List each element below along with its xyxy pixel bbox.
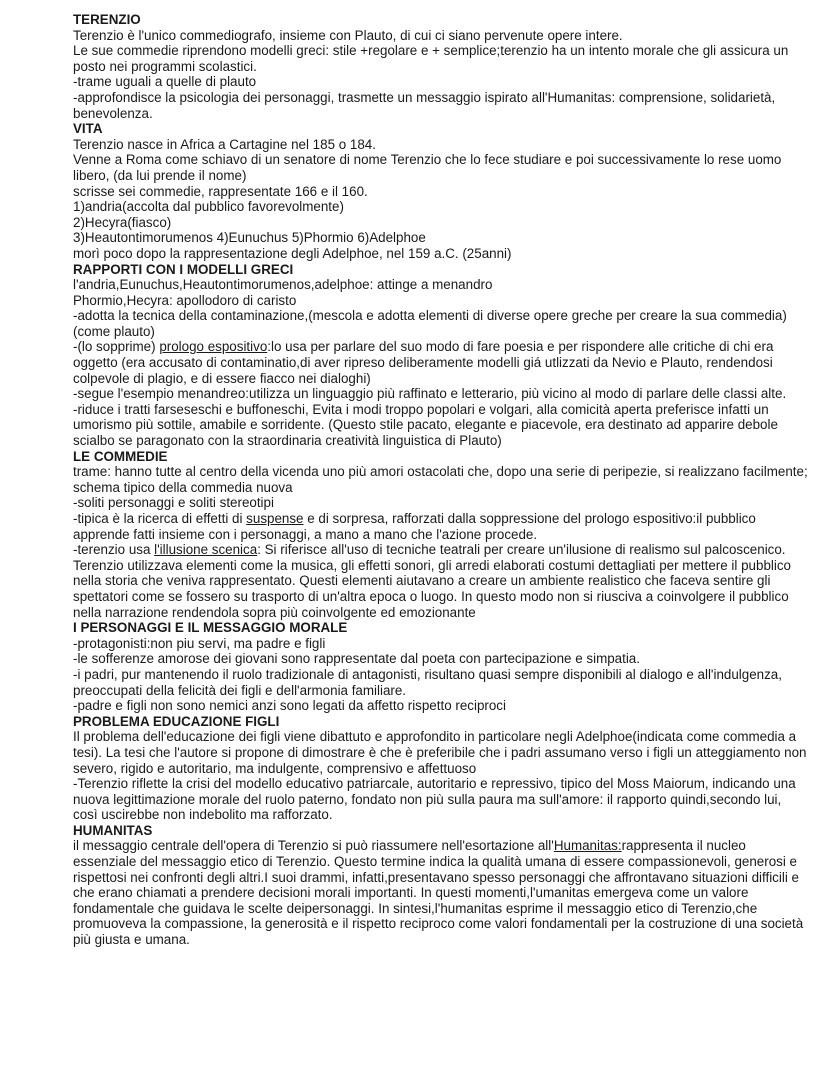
- heading-personaggi: I PERSONAGGI E IL MESSAGGIO MORALE: [73, 620, 348, 636]
- paragraph: -adotta la tecnica della contaminazione,(mescola e adotta elementi di diverse opere greche per creare la sua commedia) (come plauto): [73, 308, 787, 339]
- paragraph: morì poco dopo la rappresentazione degli Adelphoe, nel 159 a.C. (25anni): [73, 245, 512, 261]
- text-run: rappresenta il nucleo essenziale del messaggio etico di Terenzio. Questo termine indica la qualità umana di essere compassionevoli, generosi e rispettosi nei confronti degli altri.I suoi drammi, infatti,presentavano spesso personaggi che affrontavano situazioni difficili e che erano chiamati a prendere decisioni morali importanti. In questi momenti,l'umanitas emergeva come un valore fondamentale che guidava le scelte deipersonaggi. In sintesi,l'humanitas esprime il messaggio etico di Terenzio,che promuoveva la compassione, la generosità e il rispetto reciproco come valori fondamentali per la costruzione di una società più giusta e umana.: [73, 838, 804, 948]
- paragraph: scrisse sei commedie, rappresentate 166 e il 160.: [73, 183, 368, 199]
- paragraph: l'andria,Eunuchus,Heautontimorumenos,adelphoe: attinge a menandro: [73, 277, 493, 293]
- underlined-term: Humanitas:: [553, 838, 622, 854]
- paragraph: [73, 542, 808, 620]
- paragraph: -trame uguali a quelle di plauto: [73, 74, 257, 90]
- underlined-term: l'illusione scenica: [154, 542, 258, 558]
- text-run: -(lo sopprime): [73, 339, 160, 355]
- text-run: e di sorpresa, rafforzati dalla soppressione del prologo espositivo:il pubblico apprende fatti insieme con i personaggi, a mano a mano che l'azione procede.: [73, 511, 756, 542]
- heading-vita: VITA: [73, 121, 103, 137]
- heading-rapporti: RAPPORTI CON I MODELLI GRECI: [73, 261, 294, 277]
- underlined-term: suspense: [246, 511, 304, 526]
- paragraph: Venne a Roma come schiavo di un senatore di nome Terenzio che lo fece studiare e poi successivamente lo rese uomo libero, (da lui prende il nome): [73, 152, 782, 183]
- paragraph: trame: hanno tutte al centro della vicenda uno più amori ostacolati che, dopo una serie di peripezie, si realizzano facilmente; schema tipico della commedia nuova: [73, 464, 808, 495]
- paragraph: -protagonisti:non piu servi, ma padre e figli: [73, 635, 326, 651]
- paragraph: -riduce i tratti farseseschi e buffoneschi, Evita i modi troppo popolari e volgari, alla comicità aperta preferisce infatti un umorismo più sottile, amabile e sorridente. (Questo stile pacato, elegante e piacevole, era destinato ad apparire debole scialbo se paragonato con la straordinaria creatività linguistica di Plauto): [73, 401, 778, 449]
- paragraph: -Terenzio riflette la crisi del modello educativo patriarcale, autoritario e repressivo, tipico del Moss Maiorum, indicando una nuova legittimazione morale del ruolo paterno, fondato non più sulla paura ma sull'amore: il rapporto quindi,secondo lui, così uscirebbe non indebolito ma rafforzato.: [73, 776, 796, 823]
- paragraph: [73, 339, 808, 386]
- text-run: -terenzio usa: [73, 542, 155, 558]
- paragraph: Phormio,Hecyra: apollodoro di caristo: [73, 292, 297, 308]
- paragraph: -padre e figli non sono nemici anzi sono legati da affetto rispetto reciproci: [73, 698, 506, 714]
- heading-terenzio: TERENZIO: [73, 12, 141, 27]
- heading-educazione: PROBLEMA EDUCAZIONE FIGLI: [73, 713, 280, 729]
- paragraph: Il problema dell'educazione dei figli viene dibattuto e approfondito in particolare negli Adelphoe(indicata come commedia a tesi). La tesi che l'autore si propone di dimostrare è che è preferibile che i padri assumano verso i figli un atteggiamento non severo, rigido e autoritario, ma indulgente, comprensivo e affettuoso: [73, 729, 807, 776]
- paragraph: Le sue commedie riprendono modelli greci: stile +regolare e + semplice;terenzio ha un intento morale che gli assicura un posto nei programmi scolastici.: [73, 43, 789, 74]
- paragraph: -le sofferenze amorose dei giovani sono rappresentate dal poeta con partecipazione e simpatia.: [73, 651, 640, 667]
- paragraph: -segue l'esempio menandreo:utilizza un linguaggio più raffinato e letterario, più vicino al modo di parlare delle classi alte.: [73, 386, 787, 402]
- list-item: 3)Heautontimorumenos 4)Eunuchus 5)Phormio 6)Adelphoe: [73, 230, 426, 246]
- paragraph: -soliti personaggi e soliti stereotipi: [73, 495, 274, 511]
- heading-commedie: LE COMMEDIE: [73, 448, 168, 464]
- paragraph: [73, 838, 808, 947]
- paragraph: [73, 511, 808, 542]
- list-item: 1)andria(accolta dal pubblico favorevolmente): [73, 199, 344, 215]
- heading-humanitas: HUMANITAS: [73, 822, 153, 838]
- text-run: :lo usa per parlare del suo modo di fare poesia e per rispondere alle critiche di chi era oggetto (era accusato di contaminatio,di aver ripreso deliberamente modelli giá utlizzati da Nevio e Plauto, rendendosi colpevole di plagio, e di essere fiacco nei dialoghi): [73, 339, 774, 386]
- paragraph: -i padri, pur mantenendo il ruolo tradizionale di antagonisti, risultano quasi sempre disponibili al dialogo e all'indulgenza, preoccupati della felicità dei figli e dell'armonia familiare.: [73, 666, 782, 698]
- text-run: : Si riferisce all'uso di tecniche teatrali per creare un'ilusione di realismo sul palcoscenico. Terenzio utilizzava elementi come la musica, gli effetti sonori, gli arredi elaborati costumi dettagliati per mettere il pubblico nella storia che veniva rappresentato. Questi elementi aiutavano a creare un ambiente realistico che faceva sentire gli spettatori come se fossero su trasporto di un'altra epoca o luogo. In questo modo non si riusciva a coinvolgere il pubblico nella narrazione rendendola sopra più coinvolgente ed emozionante: [73, 542, 791, 620]
- paragraph: Terenzio è l'unico commediografo, insieme con Plauto, di cui ci siano pervenute opere intere.: [73, 27, 623, 43]
- paragraph: Terenzio nasce in Africa a Cartagine nel 185 o 184.: [73, 136, 376, 152]
- text-run: il messaggio centrale dell'opera di Terenzio si può riassumere nell'esortazione all': [73, 838, 554, 854]
- list-item: 2)Hecyra(fiasco): [73, 214, 172, 230]
- underlined-term: prologo espositivo: [159, 339, 268, 355]
- paragraph: -approfondisce la psicologia dei personaggi, trasmette un messaggio ispirato all'Humanitas: comprensione, solidarietà, benevolenza.: [73, 89, 776, 121]
- text-run: -tipica è la ricerca di effetti di: [73, 511, 247, 526]
